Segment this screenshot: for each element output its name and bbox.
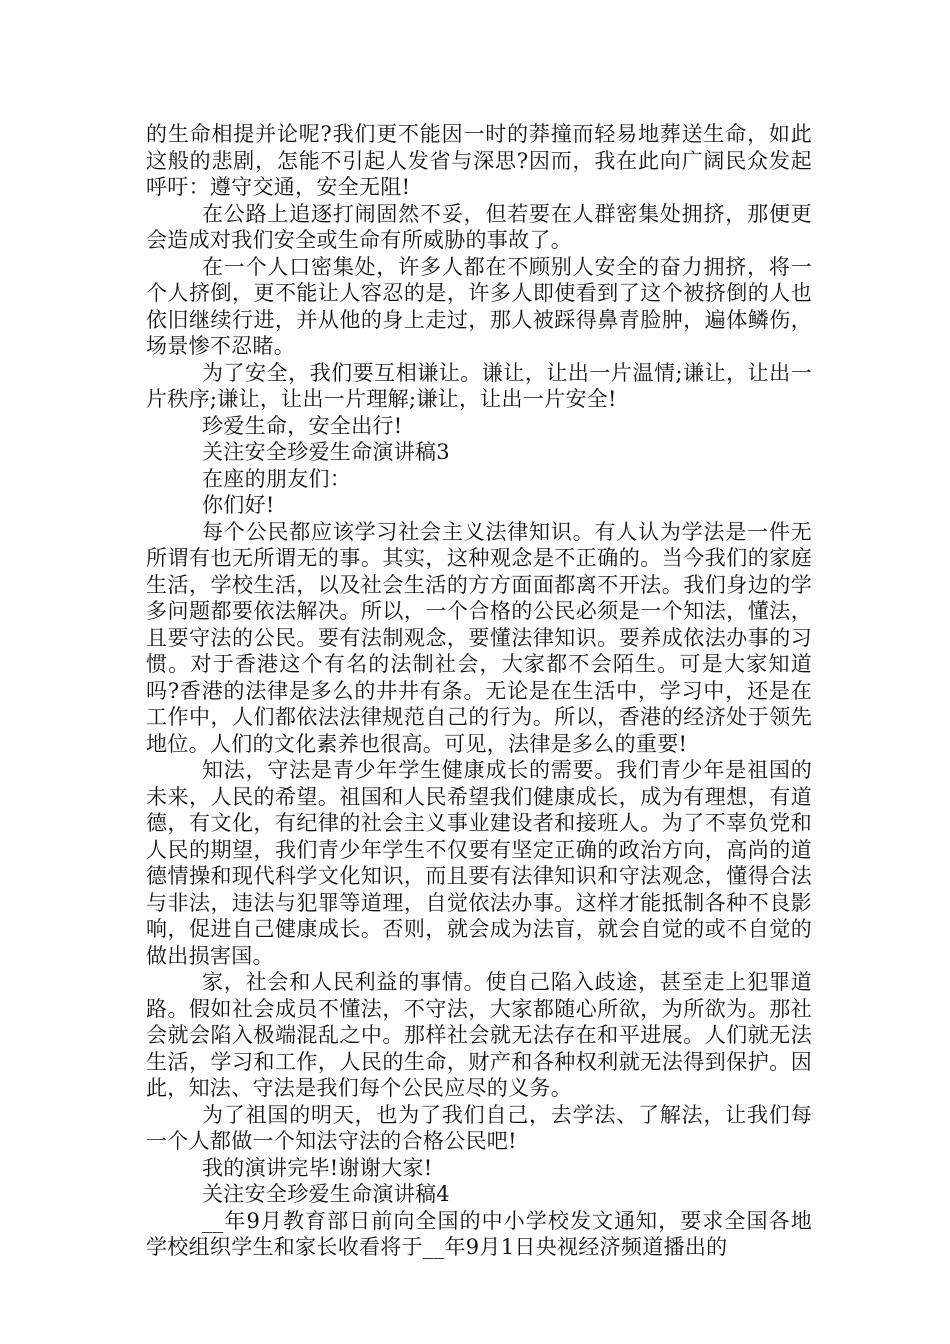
salutation: 在座的朋友们： <box>202 466 352 491</box>
paragraph: 为了安全，我们要互相谦让。谦让，让出一片温情;谦让，让出一片秩序;谦让，让出一片理解;谦让，让出一片安全! <box>146 360 812 411</box>
document-body <box>146 121 812 1261</box>
paragraph: 在一个人口密集处，许多人都在不顾别人安全的奋力拥挤，将一个人挤倒，更不能让人容忍的是，许多人即使看到了这个被挤倒的人也依旧继续行进，并从他的身上走过，那人被踩得鼻青脸肿，遍体鳞伤，场景惨不忍睹。 <box>146 254 812 358</box>
closing-line: 我的演讲完毕!谢谢大家! <box>202 1155 433 1180</box>
paragraph: __年9月教育部日前向全国的中小学校发文通知，要求全国各地学校组织学生和家长收看将于__年9月1日央视经济频道播出的 <box>146 1208 812 1259</box>
paragraph: 每个公民都应该学习社会主义法律知识。有人认为学法是一件无所谓有也无所谓无的事。其实，这种观念是不正确的。当今我们的家庭生活，学校生活，以及社会生活的方方面面都离不开法。我们身边的学多问题都要依法解决。所以，一个合格的公民必须是一个知法，懂法，且要守法的公民。要有法制观念，要懂法律知识。要养成依法办事的习惯。对于香港这个有名的法制社会，大家都不会陌生。可是大家知道吗?香港的法律是多么的井井有条。无论是在生活中，学习中，还是在工作中，人们都依法法律规范自己的行为。所以，香港的经济处于领先地位。人们的文化素养也很高。可见，法律是多么的重要! <box>146 519 812 756</box>
paragraph: 知法，守法是青少年学生健康成长的需要。我们青少年是祖国的未来，人民的希望。祖国和人民希望我们健康成长，成为有理想，有道德，有文化，有纪律的社会主义事业建设者和接班人。为了不辜负党和人民的期望，我们青少年学生不仅要有坚定正确的政治方向，高尚的道德情操和现代科学文化知识，而且要有法律知识和守法观念，懂得合法与非法，违法与犯罪等道理，自觉依法办事。这样才能抵制各种不良影响，促进自己健康成长。否则，就会成为法盲，就会自觉的或不自觉的做出损害国。 <box>146 758 812 968</box>
paragraph: 在公路上追逐打闹固然不妥，但若要在人群密集处拥挤，那便更会造成对我们安全或生命有所威胁的事故了。 <box>146 201 812 252</box>
paragraph: 的生命相提并论呢?我们更不能因一时的莽撞而轻易地葬送生命，如此这般的悲剧，怎能不引起人发省与深思?因而，我在此向广阔民众发起呼吁：遵守交通，安全无阻! <box>146 122 812 199</box>
greeting: 你们好! <box>202 493 275 517</box>
section-heading: 关注安全珍爱生命演讲稿4 <box>202 1182 450 1206</box>
paragraph: 珍爱生命，安全出行! <box>202 413 403 438</box>
paragraph: 家，社会和人民利益的事情。使自己陷入歧途，甚至走上犯罪道路。假如社会成员不懂法，不守法，大家都随心所欲，为所欲为。那社会就会陷入极端混乱之中。那样社会就无法存在和平进展。人们就无法生活，学习和工作，人民的生命，财产和各种权利就无法得到保护。因此，知法、守法是我们每个公民应尽的义务。 <box>146 970 812 1100</box>
section-heading: 关注安全珍爱生命演讲稿3 <box>202 440 450 464</box>
paragraph: 为了祖国的明天，也为了我们自己，去学法、了解法，让我们每一个人都做一个知法守法的合格公民吧! <box>146 1102 812 1153</box>
